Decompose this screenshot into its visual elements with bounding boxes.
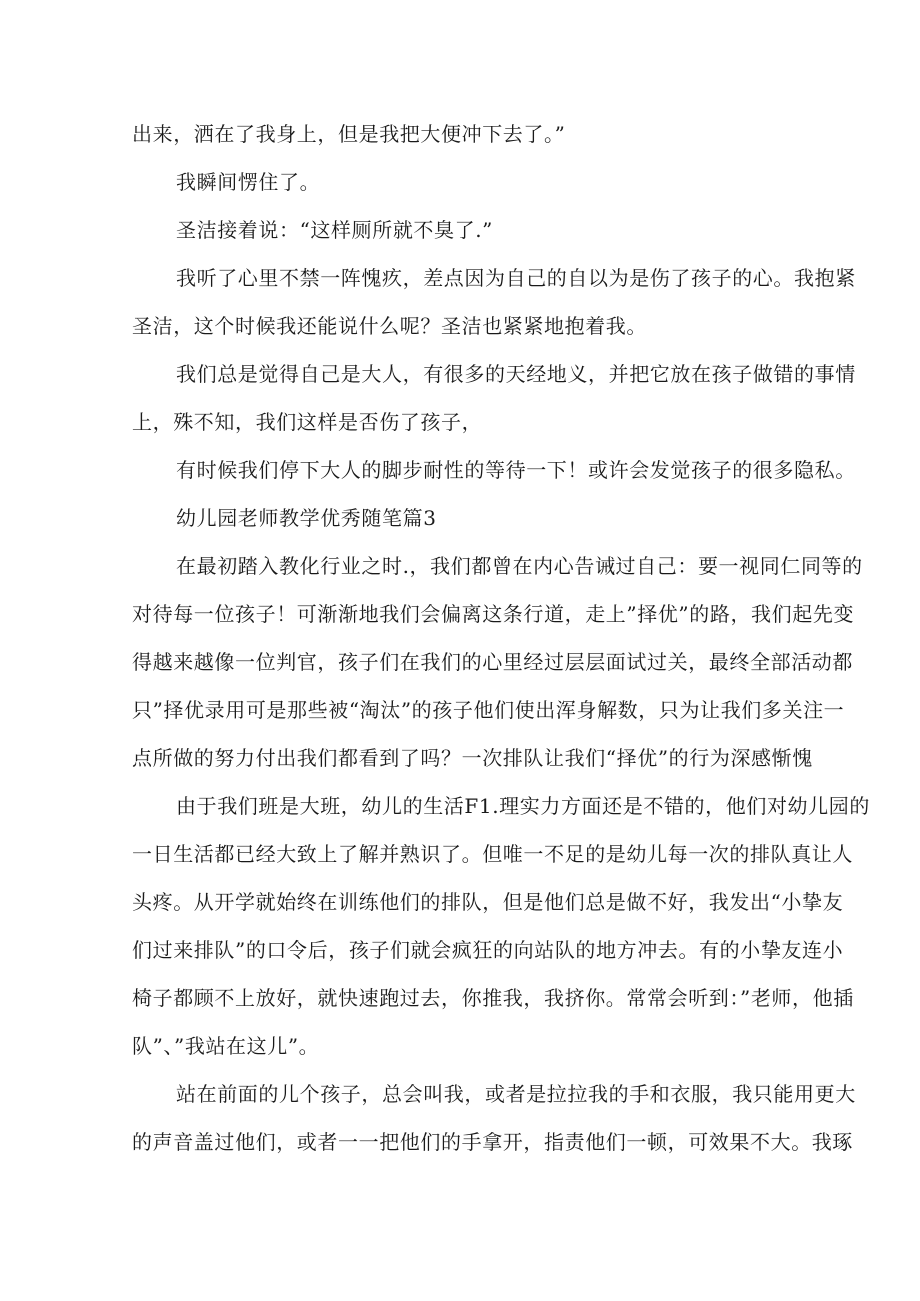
text-line: 在最初踏入教化行业之时.，我们都曾在内心告诫过自己：要一视同仁同等的 [176, 554, 863, 578]
text-line: 我瞬间愣住了。 [176, 170, 321, 194]
section-heading: 幼儿园老师教学优秀随笔篇3 [176, 506, 437, 530]
text-line: 得越来越像一位判官，孩子们在我们的心里经过层层面试过关，最终全部活动都 [132, 650, 853, 674]
text-line: 我听了心里不禁一阵愧疚，差点因为自己的自以为是伤了孩子的心。我抱紧 [176, 266, 856, 290]
text-line: 只”择优录用可是那些被“淘汰”的孩子他们使出浑身解数，只为让我们多关注一 [132, 698, 845, 722]
text-line: 圣洁接着说：“这样厕所就不臭了.” [176, 218, 494, 242]
text-line: 一日生活都已经大致上了解并熟识了。但唯一不足的是幼儿每一次的排队真让人 [132, 842, 853, 866]
text-line: 点所做的努力付出我们都看到了吗？一次排队让我们“择优”的行为深感惭愧 [132, 746, 813, 770]
text-line: 队”、”我站在这儿”。 [132, 1034, 320, 1058]
text-line: 有时候我们停下大人的脚步耐性的等待一下！或许会发觉孩子的很多隐私。 [176, 458, 856, 482]
text-line: 的声音盖过他们，或者一一把他们的手拿开，指责他们一顿，可效果不大。我琢 [132, 1130, 853, 1154]
text-line: 们过来排队”的口令后，孩子们就会疯狂的向站队的地方冲去。有的小挚友连小 [132, 938, 844, 962]
text-line: 对待每一位孩子！可渐渐地我们会偏离这条行道，走上”择优”的路，我们起先变 [132, 602, 855, 626]
text-line: 出来，洒在了我身上，但是我把大便冲下去了。” [132, 122, 566, 146]
text-line: 头疼。从开学就始终在训练他们的排队，但是他们总是做不好，我发出“小挚友 [132, 890, 844, 914]
text-line: 圣洁，这个时候我还能说什么呢？圣洁也紧紧地抱着我。 [132, 314, 647, 338]
text-line: 上，殊不知，我们这样是否伤了孩子， [132, 410, 483, 434]
text-line: 由于我们班是大班，幼儿的生活F1.理实力方面还是不错的，他们对幼儿园的 [176, 794, 870, 818]
text-line: 椅子都顾不上放好，就快速跑过去，你推我，我挤你。常常会听到：”老师，他插 [132, 986, 854, 1010]
text-line: 我们总是觉得自己是大人，有很多的天经地义，并把它放在孩子做错的事情 [176, 362, 856, 386]
text-line: 站在前面的儿个孩子，总会叫我，或者是拉拉我的手和衣服，我只能用更大 [176, 1082, 856, 1106]
